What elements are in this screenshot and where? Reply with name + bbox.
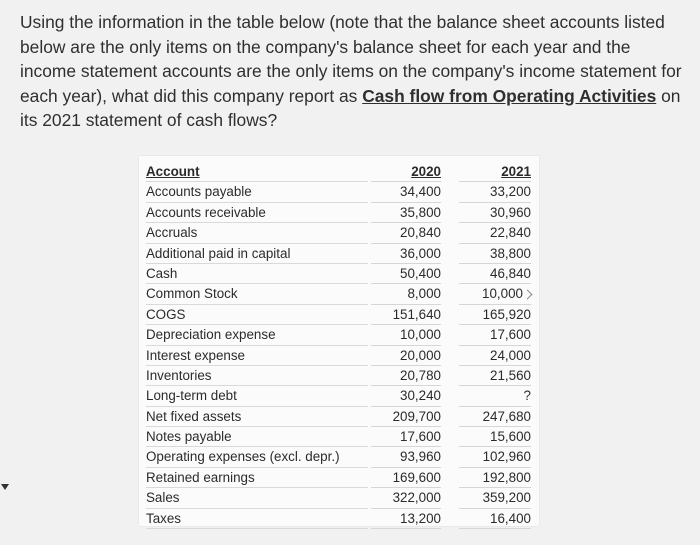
accounts-table [139,156,539,526]
value-2020: 20,780 [371,366,441,386]
value-2020: 151,640 [371,305,441,325]
value-2020: 17,600 [371,427,441,447]
triangle-down-icon [1,484,9,490]
value-2021: 21,560 [459,366,531,386]
account-name: Inventories [146,366,368,386]
account-name: Depreciation expense [146,325,368,345]
value-2020: 34,400 [371,182,441,202]
account-name: Operating expenses (excl. depr.) [146,447,368,467]
account-name: Interest expense [146,346,368,366]
account-name: Common Stock [146,284,368,304]
value-2021: 33,200 [459,182,531,202]
value-2021: 16,400 [459,509,531,529]
value-2021 [459,284,531,304]
account-name: Net fixed assets [146,407,368,427]
year-2021-header: 2021 [459,162,531,182]
cursor-icon [523,290,533,300]
value-2020: 20,000 [371,346,441,366]
year-2020-column [371,162,441,529]
question-text [20,10,688,133]
question-part-2: on its 2021 statement of cash flows? [20,85,681,131]
account-name: Cash [146,264,368,284]
cash-flow-operating-activities-link: Cash flow from Operating Activities [362,85,657,106]
value-2021: 22,840 [459,223,531,243]
value-2021-text: 10,000 [482,286,523,302]
value-2020: 36,000 [371,244,441,264]
value-2021: 46,840 [459,264,531,284]
account-name: Accounts receivable [146,203,368,223]
account-name: Taxes [146,509,368,529]
value-2020: 322,000 [371,488,441,508]
value-2021: 38,800 [459,244,531,264]
account-name: Accruals [146,223,368,243]
value-2020: 10,000 [371,325,441,345]
value-2020: 13,200 [371,509,441,529]
value-2021: 165,920 [459,305,531,325]
value-2020: 30,240 [371,386,441,406]
year-2020-header: 2020 [371,162,441,182]
account-name: Accounts payable [146,182,368,202]
account-name: Additional paid in capital [146,244,368,264]
value-2020: 35,800 [371,203,441,223]
value-2021: 102,960 [459,447,531,467]
account-name: COGS [146,305,368,325]
value-2021: 30,960 [459,203,531,223]
account-column [146,162,368,529]
account-header: Account [146,162,368,182]
account-name: Retained earnings [146,468,368,488]
account-name: Sales [146,488,368,508]
value-2021: 192,800 [459,468,531,488]
value-2020: 8,000 [371,284,441,304]
value-2021: ? [459,386,531,406]
value-2020: 50,400 [371,264,441,284]
value-2021: 15,600 [459,427,531,447]
value-2021: 247,680 [459,407,531,427]
value-2020: 169,600 [371,468,441,488]
value-2020: 20,840 [371,223,441,243]
value-2020: 209,700 [371,407,441,427]
value-2021: 17,600 [459,325,531,345]
year-2021-column [459,162,531,529]
account-name: Notes payable [146,427,368,447]
value-2021: 24,000 [459,346,531,366]
account-name: Long-term debt [146,386,368,406]
value-2021: 359,200 [459,488,531,508]
value-2020: 93,960 [371,447,441,467]
question-part-1: Using the information in the table below (note that the balance sheet accounts listed below are the only items on the company's balance sheet for each year and the income statement accounts are the only items on the company's income statement for each year), what did this company report as [20,12,682,106]
